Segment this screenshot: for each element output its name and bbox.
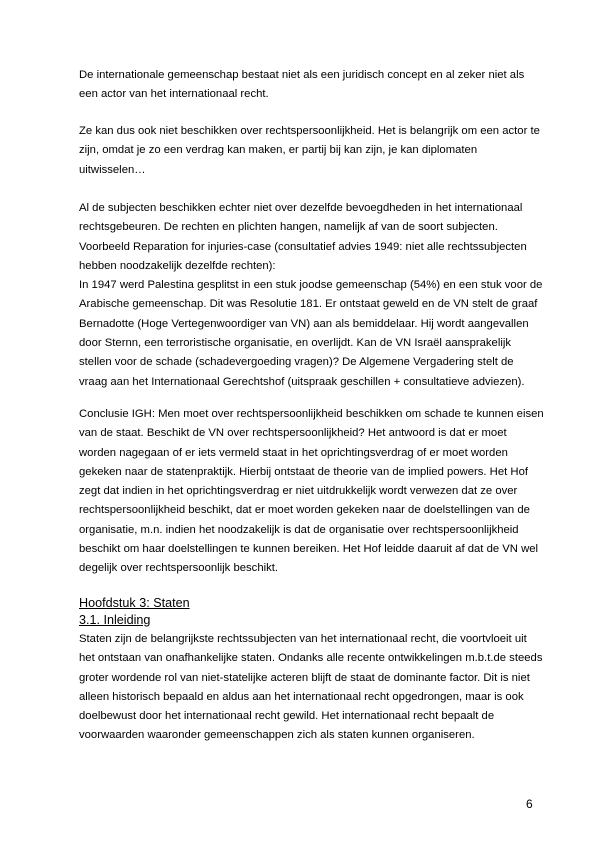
text-line: het ontstaan van onafhankelijke staten. Ondanks alle recente ontwikkelingen m.b.t.de steeds <box>79 652 543 665</box>
section-heading: 3.1. Inleiding <box>79 613 151 627</box>
text-line: een actor van het internationaal recht. <box>79 88 269 101</box>
text-line: gekeken naar de statenpraktijk. Hierbij ontstaat de theorie van de implied powers. Het Hof <box>79 465 528 478</box>
chapter-heading: Hoofdstuk 3: Staten <box>79 596 190 610</box>
paragraph-5 <box>79 630 542 746</box>
text-line: organisatie, m.n. indien het noodzakelijk is dat de organisatie over rechtspersoonlijkheid <box>79 523 519 536</box>
text-line: Bernadotte (Hoge Vertegenwoordiger van VN) aan als bemiddelaar. Hij wordt aangevallen <box>79 317 529 330</box>
text-line: Arabische gemeenschap. Dit was Resolutie 181. Er ontstaat geweld en de VN stelt de graaf <box>79 298 538 311</box>
text-line: Staten zijn de belangrijkste rechtssubjecten van het internationaal recht, die voortvloeit uit <box>79 633 527 645</box>
text-line: van de staat. Beschikt de VN over rechtspersoonlijkheid? Het antwoord is dat er moet <box>79 427 507 440</box>
text-line: voorwaarden waaronder gemeenschappen zich als staten kunnen organiseren. <box>79 729 475 742</box>
text-line: In 1947 werd Palestina gesplitst in een stuk joodse gemeenschap (54%) en een stuk voor de <box>79 279 543 292</box>
paragraph-4 <box>79 405 544 579</box>
text-line: zegt dat indien in het oprichtingsverdrag er niet uitdrukkelijk wordt verwezen dat ze over <box>79 485 518 498</box>
text-line: uitwisselen… <box>79 163 146 176</box>
paragraph-2 <box>79 122 540 180</box>
text-line: stellen voor de schade (schadevergoeding vragen)? De Algemene Vergadering stelt de <box>79 356 514 369</box>
text-line: Voorbeeld Reparation for injuries-case (consultatief advies 1949: niet alle rechtssubjecten <box>79 240 527 253</box>
text-line: door Sternn, een terroristische organisatie, en overlijdt. Kan de VN Israël aansprakelijk <box>79 337 512 350</box>
text-line: De internationale gemeenschap bestaat niet als een juridisch concept en al zeker niet als <box>79 69 525 81</box>
paragraph-1 <box>79 66 524 105</box>
text-line: vraag aan het Internationaal Gerechtshof (uitspraak geschillen + consultatieve adviezen). <box>79 375 525 388</box>
text-line: worden nagegaan of er iets vermeld staat in het oprichtingsverdrag of er moet worden <box>79 446 508 459</box>
text-line: Ze kan dus ook niet beschikken over rechtspersoonlijkheid. Het is belangrijk om een actor te <box>79 125 540 137</box>
text-line: alleen historisch bepaald en aldus aan het internationaal recht opgedrongen, maar is ook <box>79 690 524 703</box>
text-line: zijn, omdat je zo een verdrag kan maken, er partij bij kan zijn, je kan diplomaten <box>79 144 478 157</box>
paragraph-3 <box>79 199 542 392</box>
text-line: beschikt om haar doelstellingen te kunnen bereiken. Het Hof leidde daaruit af dat de VN wel <box>79 543 539 556</box>
text-line: rechtspersoonlijkheid beschikt, dat er moet worden gekeken naar de doelstellingen van de <box>79 504 530 517</box>
text-line: degelijk over rechtspersoonlijk beschikt. <box>79 562 279 575</box>
page-number: 6 <box>526 797 533 811</box>
text-line: Conclusie IGH: Men moet over rechtspersoonlijkheid beschikken om schade te kunnen eisen <box>79 408 544 420</box>
text-line: Al de subjecten beschikken echter niet over dezelfde bevoegdheden in het internationaal <box>79 202 523 214</box>
text-line: groter wordende rol van niet-statelijke acteren blijft de staat de dominante factor. Dit is niet <box>79 671 530 684</box>
text-line: rechtsgebeuren. De rechten en plichten hangen, namelijk af van de soort subjecten. <box>79 221 498 234</box>
text-line: doelbewust door het internationaal recht gewild. Het internationaal recht bepaalt de <box>79 710 495 723</box>
text-line: hebben noodzakelijk dezelfde rechten): <box>79 259 276 272</box>
